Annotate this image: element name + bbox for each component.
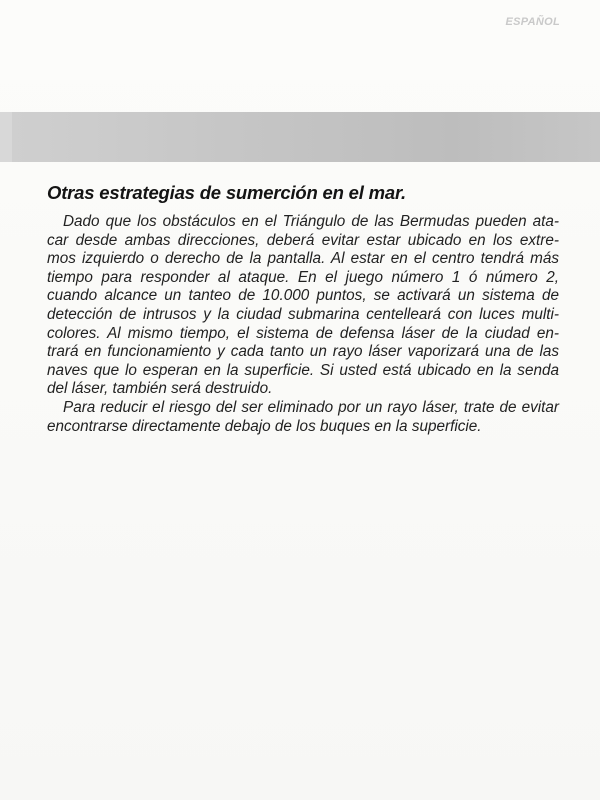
paragraph-1-line: mos izquierdo o derecho de la pantalla. Al estar en el centro tendrá más bbox=[47, 250, 559, 268]
section-body bbox=[47, 213, 559, 436]
header-band-edge bbox=[0, 112, 12, 162]
paragraph-1-line: detección de intrusos y la ciudad submarina centelleará con luces multi- bbox=[47, 305, 559, 323]
paragraph-1-line: trará en funcionamiento y cada tanto un rayo láser vaporizará una de las bbox=[47, 343, 559, 361]
header-band bbox=[12, 112, 600, 162]
language-label: ESPAÑOL bbox=[505, 16, 560, 28]
section-title: Otras estrategias de sumerción en el mar. bbox=[47, 182, 406, 203]
paragraph-1-line: car desde ambas direcciones, deberá evitar estar ubicado en los extre- bbox=[47, 231, 559, 249]
paragraph-2-line: Para reducir el riesgo del ser eliminado por un rayo láser, trate de evitar bbox=[63, 398, 559, 416]
paragraph-2-line: encontrarse directamente debajo de los buques en la superficie. bbox=[47, 417, 482, 435]
paragraph-1-line: tiempo para responder al ataque. En el juego número 1 ó número 2, bbox=[47, 268, 559, 286]
paragraph-1-line: del láser, también será destruido. bbox=[47, 380, 273, 398]
paragraph-1-line: cuando alcance un tanteo de 10.000 puntos, se activará un sistema de bbox=[47, 287, 559, 305]
paragraph-1-line: Dado que los obstáculos en el Triángulo de las Bermudas pueden ata- bbox=[63, 213, 559, 230]
paragraph-1-line: colores. Al mismo tiempo, el sistema de defensa láser de la ciudad en- bbox=[47, 324, 559, 342]
paragraph-1-line: naves que lo esperan en la superficie. Si usted está ubicado en la senda bbox=[47, 361, 559, 379]
